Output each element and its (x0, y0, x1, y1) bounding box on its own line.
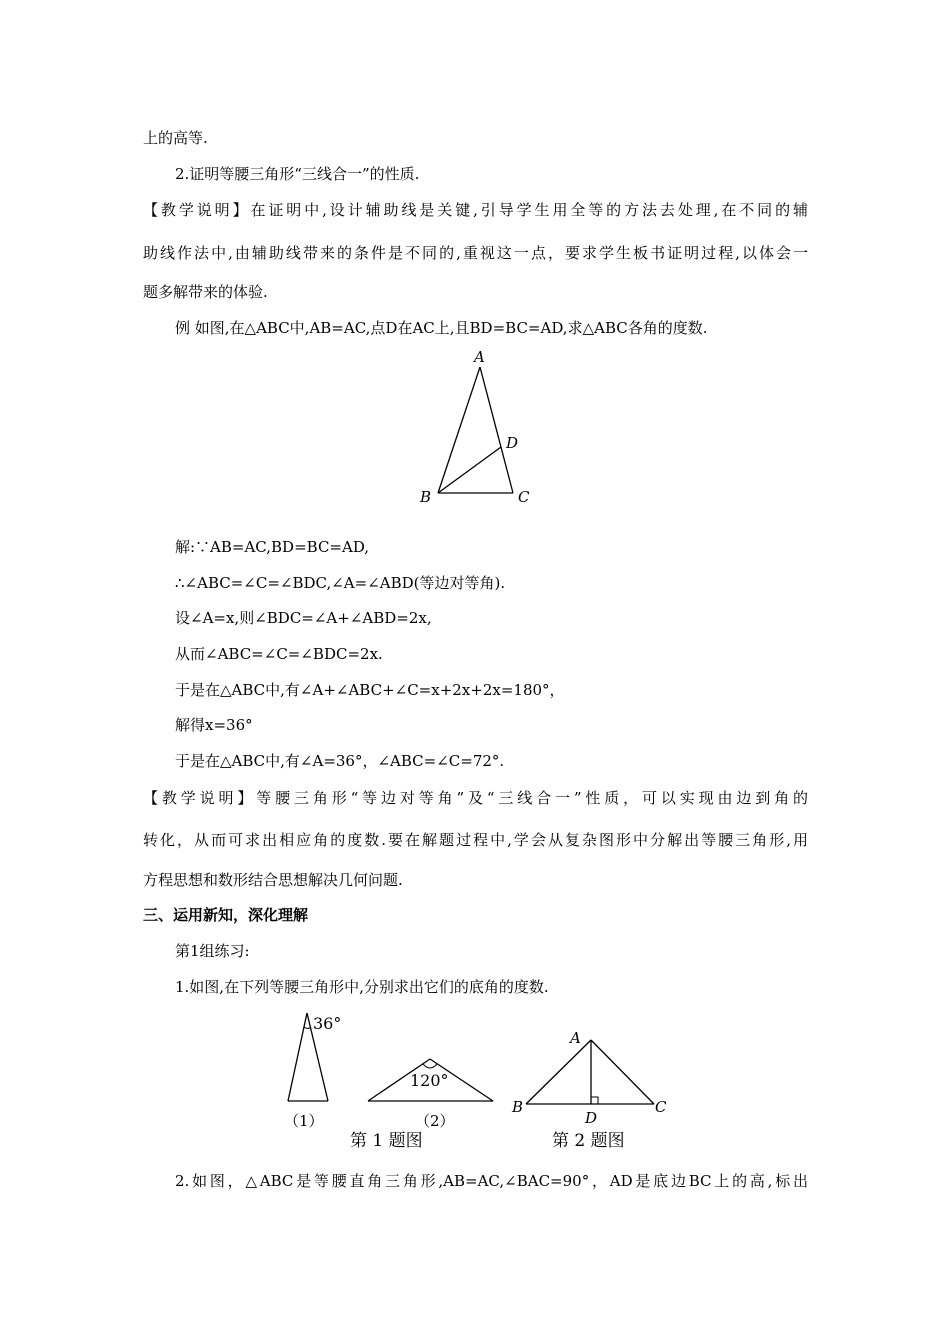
figure-2-angle-label: 120° (410, 1071, 449, 1090)
figure-1-triangle (284, 1013, 341, 1130)
q2-label-d: D (585, 1109, 598, 1127)
teaching-note-line: 题多解带来的体验. (143, 283, 268, 301)
example-problem: 例 如图,在△ABC中,AB=AC,点D在AC上,且BD=BC=AD,求△ABC各角的度数. (175, 319, 708, 337)
question-2: 2.如图，△ABC是等腰直角三角形,AB=AC,∠BAC=90°，AD是底边BC上的高,标出 (175, 1172, 808, 1190)
practice-group-title: 第1组练习: (175, 942, 250, 960)
label-a: A (474, 348, 485, 366)
q1-figure-caption: 第 1 题图 (350, 1131, 423, 1151)
label-b: B (420, 488, 432, 506)
q2-label-a: A (570, 1029, 581, 1047)
teaching-note-line: 【教学说明】在证明中,设计辅助线是关键,引导学生用全等的方法去处理,在不同的辅 (143, 201, 808, 219)
q2-label-c: C (655, 1098, 667, 1116)
question-1: 1.如图,在下列等腰三角形中,分别求出它们的底角的度数. (175, 978, 549, 996)
teaching-note-line: 【教学说明】等腰三角形“等边对等角”及“三线合一”性质，可以实现由边到角的 (143, 789, 808, 807)
q2-figure-caption: 第 2 题图 (552, 1131, 625, 1151)
label-d: D (506, 434, 519, 452)
figure-1-angle-label: 36° (313, 1014, 342, 1033)
figure-q2-triangle (511, 1029, 667, 1127)
exercise-figures (280, 1005, 700, 1155)
teaching-note-line: 方程思想和数形结合思想解决几何问题. (143, 871, 403, 889)
figure-2-caption: （2） (415, 1112, 455, 1130)
figure-1-caption: （1） (284, 1112, 324, 1130)
teaching-note-line: 转化，从而可求出相应角的度数.要在解题过程中,学会从复杂图形中分解出等腰三角形,用 (143, 831, 808, 849)
point-2: 2.证明等腰三角形“三线合一”的性质. (175, 165, 420, 183)
paragraph-continuation: 上的高等. (143, 129, 208, 147)
figure-2-triangle (368, 1059, 493, 1130)
solution-step: 于是在△ABC中,有∠A+∠ABC+∠C=x+2x+2x=180°， (175, 681, 565, 699)
teaching-note-line: 助线作法中,由辅助线带来的条件是不同的,重视这一点，要求学生板书证明过程,以体会一 (143, 244, 808, 262)
section-heading: 三、运用新知，深化理解 (143, 906, 309, 924)
solution-step: 从而∠ABC=∠C=∠BDC=2x. (175, 645, 383, 663)
q2-label-b: B (512, 1098, 524, 1116)
solution-step: 解得x=36° (175, 716, 253, 734)
solution-step: 设∠A=x,则∠BDC=∠A+∠ABD=2x, (175, 609, 432, 627)
triangle-abcd-figure (410, 345, 540, 510)
solution-step: 于是在△ABC中,有∠A=36°，∠ABC=∠C=72°. (175, 752, 505, 770)
solution-step: 解:∵AB=AC,BD=BC=AD, (175, 538, 370, 556)
solution-step: ∴∠ABC=∠C=∠BDC,∠A=∠ABD(等边对等角). (175, 574, 506, 592)
label-c: C (518, 488, 530, 506)
